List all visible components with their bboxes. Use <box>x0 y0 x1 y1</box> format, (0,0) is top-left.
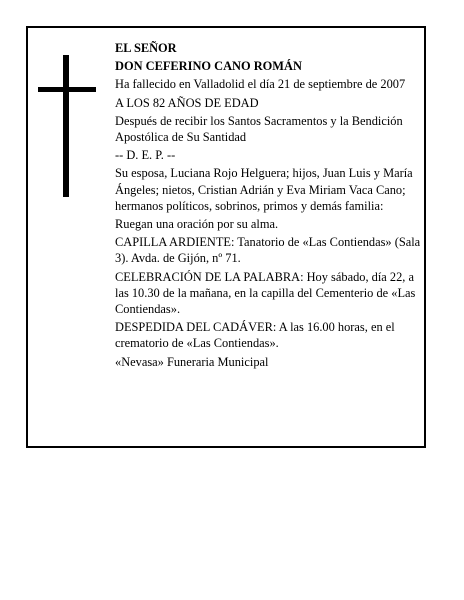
prayer-line: Ruegan una oración por su alma. <box>115 217 279 232</box>
rip-line: -- D. E. P. -- <box>115 148 176 163</box>
deceased-name: DON CEFERINO CANO ROMÁN <box>115 59 302 74</box>
chapel-line: CAPILLA ARDIENTE: Tanatorio de «Las Contiendas» (Sala 3). Avda. de Gijón, nº 71. <box>115 235 421 266</box>
family-line: Su esposa, Luciana Rojo Helguera; hijos, Juan Luis y María Ángeles; nietos, Cristian Adrián y Eva Miriam Vaca Cano; hermanos políticos, sobrinos, primos y demás familia: <box>115 166 413 213</box>
celebration-line: CELEBRACIÓN DE LA PALABRA: Hoy sábado, día 22, a las 10.30 de la mañana, en la capilla del Cementerio de «Las Contiendas». <box>115 269 416 317</box>
farewell-line: DESPEDIDA DEL CADÁVER: A las 16.00 horas, en el crematorio de «Las Contiendas». <box>115 320 395 351</box>
notice-body <box>115 40 421 372</box>
funeral-home-line: «Nevasa» Funeraria Municipal <box>115 354 269 369</box>
sacraments-line: Después de recibir los Santos Sacramentos y la Bendición Apostólica de Su Santidad <box>115 113 403 145</box>
death-info: Ha fallecido en Valladolid el día 21 de septiembre de 2007 <box>115 77 406 92</box>
cross-icon <box>38 55 96 197</box>
age-line: A LOS 82 AÑOS DE EDAD <box>115 95 259 110</box>
heading-title: EL SEÑOR <box>115 41 177 55</box>
obituary-notice <box>26 26 426 448</box>
